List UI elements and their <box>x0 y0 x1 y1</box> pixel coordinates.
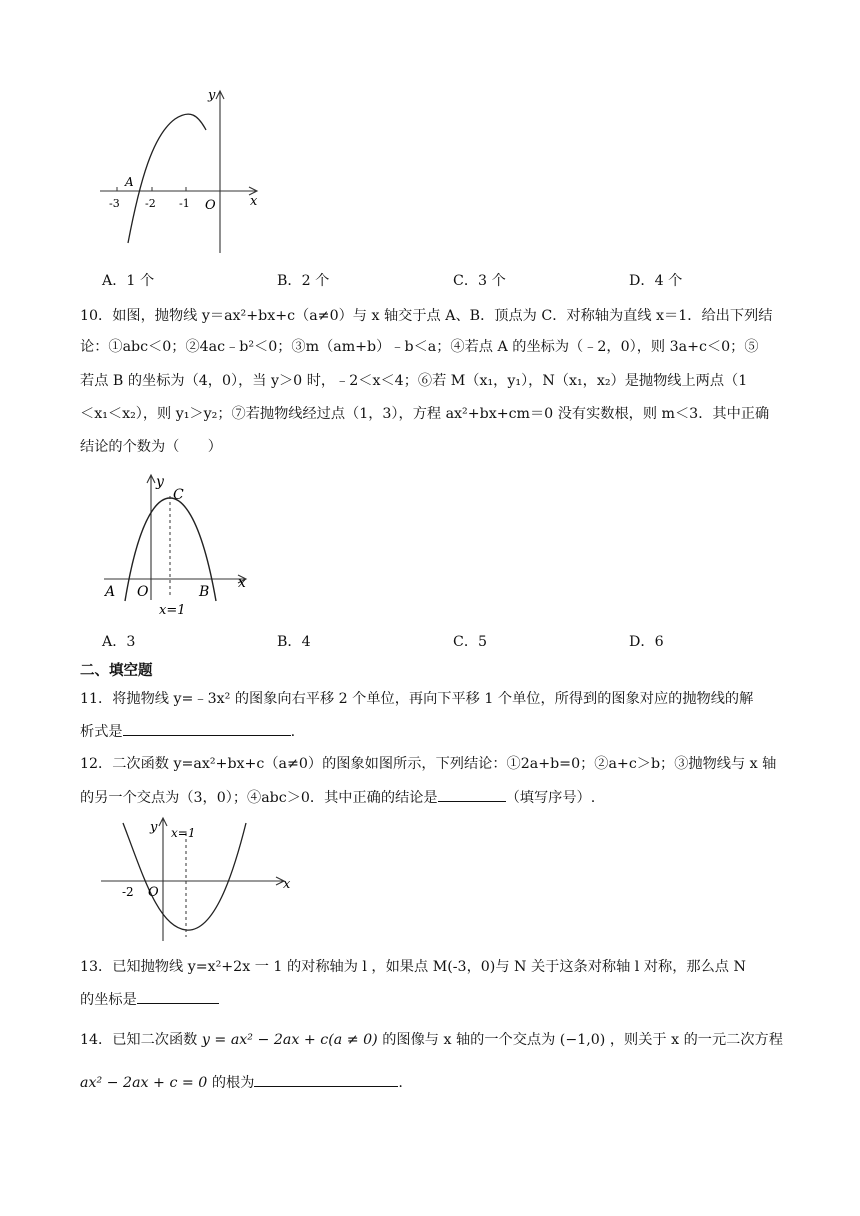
q11-answer-blank[interactable] <box>123 721 291 736</box>
fig10-point-b-label: B <box>199 584 210 600</box>
fig9-x-label: x <box>250 194 258 209</box>
q9-choice-a: A．1 个 <box>102 273 155 289</box>
q10-line-2: 论：①abc＜0；②4ac﹣b²＜0；③m（am+b）﹣b＜a；④若点 A 的坐标为（﹣2，0），则 3a+c＜0；⑤ <box>80 339 759 355</box>
q9-choice-b: B．2 个 <box>277 273 330 289</box>
q11-line-2: 析式是 . <box>80 721 810 742</box>
q12-line-1: 12．二次函数 y=ax²+bx+c（a≠0）的图象如图所示，下列结论：①2a+b=0；②a+c＞b；③抛物线与 x 轴 <box>80 756 777 772</box>
q10-choice-c: C．5 <box>453 634 488 650</box>
fig12-y-label: y <box>150 820 158 835</box>
section-heading-fill-in: 二、填空题 <box>80 663 153 679</box>
fig10-origin-label: O <box>137 584 149 600</box>
q10-figure <box>100 470 260 620</box>
fig9-origin-label: O <box>205 198 216 213</box>
fig9-tick-3: -3 <box>109 197 120 210</box>
q10-line-4: ＜x₁＜x₂），则 y₁＞y₂；⑦若抛物线经过点（1，3），方程 ax²+bx+cm＝0 没有实数根，则 m＜3．其中正确 <box>80 406 770 422</box>
fig12-x-label: x <box>283 877 291 892</box>
q14-point: (−1,0) <box>559 1032 606 1048</box>
q9-choice-c: C．3 个 <box>453 273 506 289</box>
fig10-vertex-c-label: C <box>173 487 184 503</box>
q10-line-3: 若点 B 的坐标为（4，0），当 y＞0 时，﹣2＜x＜4；⑥若 M（x₁，y₁），N（x₁，x₂）是抛物线上两点（1 <box>80 373 748 389</box>
fig9-y-label: y <box>208 88 216 103</box>
q14-line-2-text: 的根为 <box>211 1075 255 1091</box>
q14-line-1 <box>80 1030 810 1050</box>
q13-line-1: 13．已知抛物线 y=x²+2x 一 1 的对称轴为 l ，如果点 M(-3，0)与 N 关于这条对称轴 l 对称，那么点 N <box>80 959 746 975</box>
q13-line-2-text: 的坐标是 <box>80 992 137 1008</box>
q14-formula-function: y = ax² − 2ax + c(a ≠ 0) <box>201 1032 378 1048</box>
fig10-axis-label: x=1 <box>159 603 186 618</box>
q14-line-1-middle: 的图像与 x 轴的一个交点为 <box>382 1032 556 1048</box>
q10-choice-d: D．6 <box>629 634 664 650</box>
fig10-x-label: x <box>238 575 246 591</box>
q14-answer-blank[interactable] <box>254 1072 398 1087</box>
q11-line-1: 11．将抛物线 y=﹣3x² 的图象向右平移 2 个单位，再向下平移 1 个单位，所得到的图象对应的抛物线的解 <box>80 691 754 707</box>
q14-line-2: ax² − 2ax + c = 0 的根为 . <box>80 1072 810 1093</box>
q10-line-5: 结论的个数为（ ） <box>80 439 222 455</box>
q12-line-2 <box>80 787 810 808</box>
fig12-tick-2: -2 <box>122 885 134 899</box>
q12-line-2-suffix: （填写序号）. <box>505 790 596 806</box>
fig9-tick-2: -2 <box>145 197 156 210</box>
q11-line-2-text: 析式是 <box>80 724 123 740</box>
q9-figure <box>95 85 265 260</box>
fig10-y-label: y <box>156 474 164 490</box>
q10-choice-a: A．3 <box>102 634 136 650</box>
q12-answer-blank[interactable] <box>438 787 506 802</box>
q14-formula-equation: ax² − 2ax + c = 0 <box>80 1075 208 1091</box>
q13-answer-blank[interactable] <box>137 989 219 1004</box>
q10-line-1: 10．如图，抛物线 y＝ax²+bx+c（a≠0）与 x 轴交于点 A、B．顶点为 C．对称轴为直线 x＝1．给出下列结 <box>80 308 773 324</box>
q10-choice-b: B．4 <box>277 634 311 650</box>
fig9-tick-1: -1 <box>179 197 190 210</box>
q9-choice-d: D．4 个 <box>629 273 683 289</box>
fig9-point-a-label: A <box>125 175 134 189</box>
q14-line-1-prefix: 14．已知二次函数 <box>80 1032 198 1048</box>
q14-line-1-suffix: ，则关于 x 的一元二次方程 <box>609 1032 783 1048</box>
q12-line-2-text: 的另一个交点为（3，0）；④abc＞0．其中正确的结论是 <box>80 790 438 806</box>
fig10-point-a-label: A <box>105 584 116 600</box>
fig12-origin-label: O <box>148 885 159 900</box>
q13-line-2 <box>80 989 810 1010</box>
q12-figure <box>98 815 298 943</box>
fig12-axis-label: x=1 <box>171 826 196 840</box>
